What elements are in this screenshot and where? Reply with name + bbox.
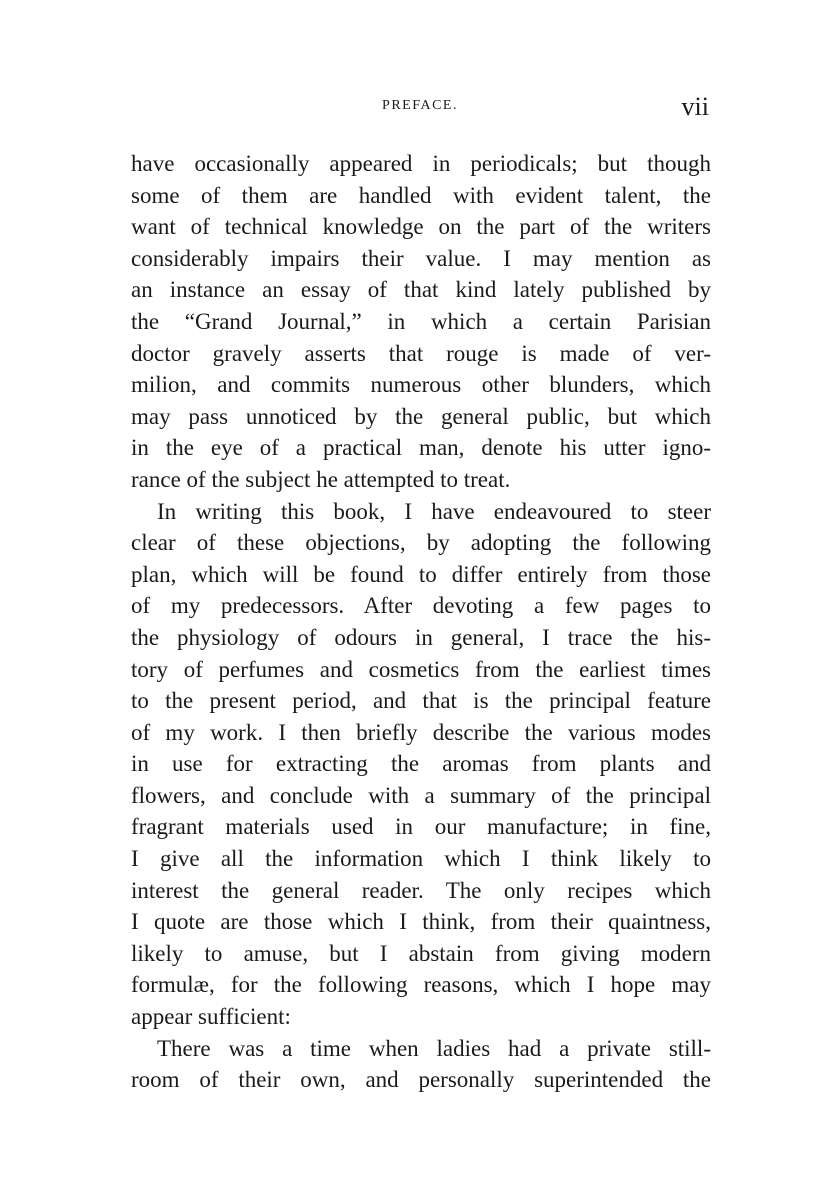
text-line: want of technical knowledge on the part of the writers	[131, 214, 711, 240]
text-line: fragrant materials used in our manufacture; in fine,	[131, 814, 711, 840]
text-line: in the eye of a practical man, denote his utter igno-	[131, 435, 711, 461]
text-line: to the present period, and that is the principal feature	[131, 688, 711, 714]
text-line: considerably impairs their value. I may mention as	[131, 245, 711, 271]
text-line: There was a time when ladies had a private still-	[157, 1035, 711, 1061]
text-line: doctor gravely asserts that rouge is made of ver-	[131, 340, 711, 366]
text-line: clear of these objections, by adopting the following	[131, 530, 711, 556]
text-line: appear sufficient:	[131, 1004, 291, 1030]
text-line: the “Grand Journal,” in which a certain Parisian	[131, 308, 711, 334]
text-line: milion, and commits numerous other blunders, which	[131, 372, 711, 398]
text-line: in use for extracting the aromas from plants and	[131, 751, 711, 777]
text-line: of my work. I then briefly describe the various modes	[131, 719, 711, 745]
text-line: room of their own, and personally superintended the	[131, 1067, 711, 1093]
text-line: flowers, and conclude with a summary of the principal	[131, 782, 711, 808]
text-line: formulæ, for the following reasons, which I hope may	[131, 972, 711, 998]
text-line: tory of perfumes and cosmetics from the earliest times	[131, 656, 711, 682]
text-line: I quote are those which I think, from their quaintness,	[131, 909, 711, 935]
text-line: an instance an essay of that kind lately published by	[131, 277, 711, 303]
page-number: vii	[681, 92, 709, 121]
text-line: may pass unnoticed by the general public, but which	[131, 403, 711, 429]
text-line: interest the general reader. The only recipes which	[131, 877, 711, 903]
text-line: rance of the subject he attempted to treat.	[131, 466, 511, 492]
body-text	[131, 148, 711, 1096]
running-head	[131, 92, 709, 126]
text-line: have occasionally appeared in periodicals; but though	[131, 151, 711, 176]
text-line: of my predecessors. After devoting a few pages to	[131, 593, 711, 619]
text-line: some of them are handled with evident talent, the	[131, 182, 711, 208]
text-line: I give all the information which I think likely to	[131, 846, 711, 872]
text-line: In writing this book, I have endeavoured to steer	[157, 498, 711, 524]
text-line: the physiology of odours in general, I trace the his-	[131, 624, 711, 650]
running-title: PREFACE.	[382, 98, 458, 113]
text-line: plan, which will be found to differ entirely from those	[131, 561, 711, 587]
text-line: likely to amuse, but I abstain from giving modern	[131, 940, 711, 966]
